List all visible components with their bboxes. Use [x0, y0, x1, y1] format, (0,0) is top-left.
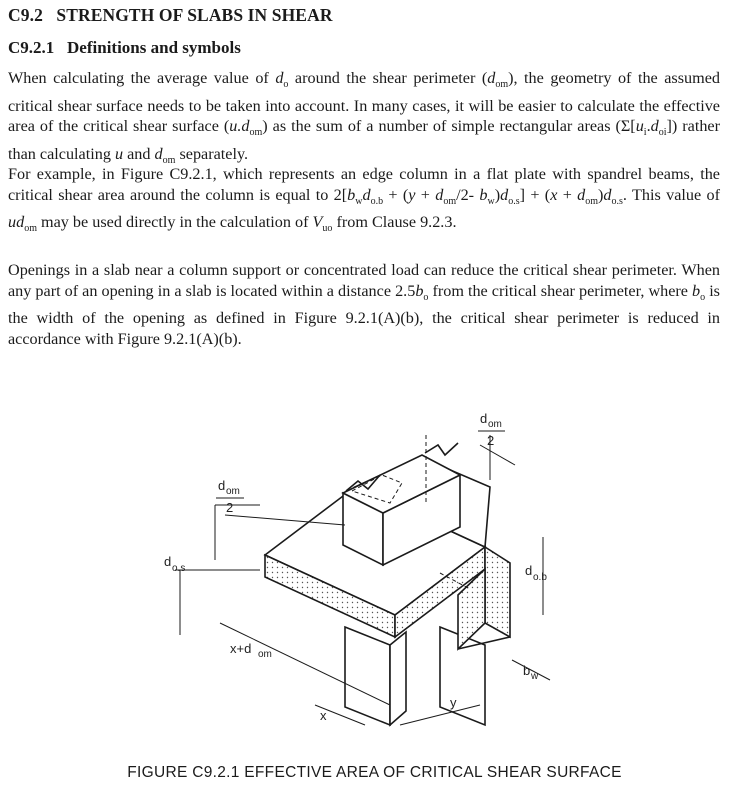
subscript: o.s: [611, 195, 623, 207]
text: is the width of the opening as defined in Figure 9.2.1(A)(b), the critical shear perimeter is reduced in accordance with Figure 9.2.1(A)(b).: [8, 281, 720, 348]
subscript: w: [487, 195, 495, 207]
text: +: [557, 185, 578, 204]
subsection-title: Definitions and symbols: [67, 38, 241, 57]
label-text: d: [525, 563, 533, 578]
label-dom-top: [478, 411, 505, 448]
label-subscript: om: [258, 649, 272, 660]
subscript: o: [283, 79, 289, 91]
label-denominator: 2: [226, 500, 234, 515]
subscript: w: [355, 195, 363, 207]
subscript: om: [249, 127, 263, 139]
subscript: o: [700, 291, 706, 303]
text: ] + (: [519, 185, 551, 204]
text: may be used directly in the calculation of: [36, 213, 313, 232]
label-x: x: [320, 708, 327, 723]
section-title: STRENGTH OF SLABS IN SHEAR: [56, 5, 333, 25]
figure-critical-shear-surface: [140, 405, 600, 735]
label-text: x+d: [230, 641, 252, 656]
symbol: d: [487, 69, 496, 87]
subscript: uo: [322, 223, 333, 235]
subscript: o: [423, 291, 429, 303]
symbol: d: [362, 185, 371, 204]
text: +: [415, 185, 436, 204]
label-subscript: w: [531, 671, 539, 682]
subscript: i: [643, 127, 647, 139]
text: around the shear perimeter (: [288, 69, 488, 87]
label-text: b: [523, 663, 531, 678]
label-subscript: o.s: [172, 563, 186, 574]
label-subscript: o.b: [533, 572, 547, 583]
label-text: d: [164, 554, 172, 569]
symbol: y: [408, 185, 416, 204]
text: When calculating the average value of: [8, 69, 276, 87]
text: Openings in a slab near a column support or concentrated load can reduce the critical shear perimeter. When any part of an opening in a slab is located within a distance 2.5: [8, 261, 720, 300]
symbol: d: [154, 144, 163, 163]
label-text: d: [218, 478, 226, 493]
symbol: d: [275, 69, 284, 87]
label-subscript: om: [226, 486, 240, 497]
symbol: u: [114, 144, 124, 163]
paragraph-3: [8, 260, 720, 349]
text: .: [646, 117, 651, 136]
label-dob: [525, 563, 547, 583]
symbol: b: [479, 185, 488, 204]
text: and: [123, 144, 155, 163]
label-dom-left: [216, 478, 244, 515]
text: from the critical shear perimeter, where: [428, 281, 693, 300]
text: + (: [383, 185, 409, 204]
text: from Clause 9.2.3.: [332, 213, 457, 232]
label-bw: [523, 663, 539, 682]
symbol: u.d: [229, 117, 250, 136]
text: ): [598, 185, 604, 204]
symbol: V: [312, 213, 323, 232]
label-denominator: 2: [487, 433, 495, 448]
symbol: ud: [8, 213, 25, 232]
symbol: d: [577, 185, 586, 204]
section-heading: [8, 5, 333, 26]
symbol: x: [550, 185, 558, 204]
label-x-plus-dom: [230, 641, 272, 660]
symbol: d: [500, 185, 509, 204]
label-subscript: om: [488, 419, 502, 430]
subscript: o.s: [508, 195, 520, 207]
subscript: om: [585, 195, 599, 207]
text: ) as the sum of a number of simple rectangular areas (Σ[: [262, 117, 636, 136]
label-dos: [164, 554, 185, 574]
subsection-number: C9.2.1: [8, 38, 55, 57]
text: /2-: [456, 185, 480, 204]
symbol: b: [692, 281, 701, 300]
text: For example, in Figure C9.2.1, which represents an edge column in a flat plate with spandrel beams, the critical shear area around the column is equal to 2[: [8, 165, 720, 204]
subscript: om: [24, 223, 37, 235]
text: separately.: [175, 144, 249, 163]
text: ), the geometry of the assumed critical shear surface needs to be taken into account. In many cases, it will be easier to calculate the effective area of the critical shear surface (: [8, 69, 720, 136]
symbol: u: [635, 117, 644, 136]
section-number: C9.2: [8, 5, 43, 25]
text: . This value of: [622, 185, 720, 204]
subscript: om: [495, 79, 509, 91]
paragraph-2: [8, 164, 720, 240]
label-y: y: [450, 695, 457, 710]
subscript: o.b: [370, 195, 384, 207]
label-text: d: [480, 411, 488, 426]
paragraph-1: [8, 68, 720, 172]
subsection-heading: [8, 38, 241, 58]
symbol: b: [347, 185, 356, 204]
subscript: om: [162, 155, 176, 167]
text: ): [494, 185, 501, 204]
subscript: oi: [658, 127, 667, 139]
subscript: om: [443, 195, 457, 207]
symbol: d: [650, 117, 659, 136]
symbol: b: [415, 281, 424, 300]
symbol: d: [603, 185, 612, 204]
text: ]) rather than calculating: [8, 117, 720, 163]
figure-caption: FIGURE C9.2.1 EFFECTIVE AREA OF CRITICAL SHEAR SURFACE: [127, 764, 622, 781]
symbol: d: [435, 185, 444, 204]
